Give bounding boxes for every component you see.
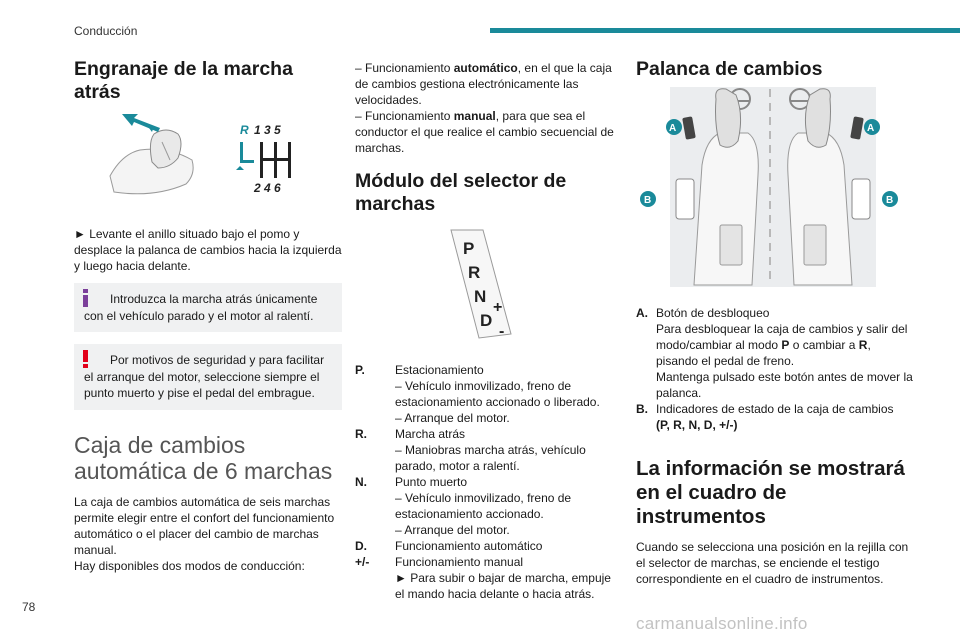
selector-p: P <box>463 239 475 258</box>
column-2 <box>355 40 623 602</box>
definition-a: A. Botón de desbloqueo Para desbloquear la caja de cambios y salir del modo/cambiar al modo P o cambiar a R, pisando el pedal de freno. Mantenga pulsado este botón antes de mover la palanca. <box>636 306 913 400</box>
heading-selector-module: Módulo del selector de marchas <box>355 170 567 215</box>
mode-automatic: – Funcionamiento automático, en el que la caja de cambios gestiona electrónicamente las velocidades. <box>355 61 612 107</box>
heading-automatic-gearbox: Caja de cambios automática de 6 marchas <box>74 431 333 484</box>
instruction-text: ► Levante el anillo situado bajo el pomo y desplace la palanca de cambios hacia la izquierda y luego hacia delante. <box>74 227 342 273</box>
shift-label-r: R <box>240 123 249 137</box>
column-1 <box>74 40 342 574</box>
info-note-text: Introduzca la marcha atrás únicamente con el vehículo parado y el motor al ralentí. <box>84 292 318 323</box>
gearbox-paragraph-2: Hay disponibles dos modos de conducción: <box>74 558 305 573</box>
marker-a-right-label: A <box>867 123 875 134</box>
gearbox-paragraph: La caja de cambios automática de seis marchas permite elegir entre el confort del funcionamiento automático o el placer del cambio de marchas manual. <box>74 494 335 557</box>
heading-gear-lever: Palanca de cambios <box>636 58 823 80</box>
heading-instrument-panel-info: La información se mostrará en el cuadro de instrumentos <box>636 457 905 528</box>
selector-n: N <box>474 287 487 306</box>
position-definitions <box>355 362 623 602</box>
gear-selector-illustration <box>355 226 623 344</box>
definition-d: D. Funcionamiento automático <box>355 539 543 553</box>
arrow-up-icon <box>146 124 154 132</box>
shift-label-top: 1 3 5 <box>254 123 281 137</box>
reverse-gear-illustration <box>74 112 342 214</box>
reverse-triangle-icon <box>236 166 244 170</box>
definition-b: B. Indicadores de estado de la caja de cambios (P, R, N, D, +/-) <box>636 402 894 432</box>
selector-d: D <box>480 311 493 330</box>
warning-icon <box>82 350 90 368</box>
instrument-panel-paragraph: Cuando se selecciona una posición en la rejilla con el selector de marchas, se enciende el testigo correspondiente en el cuadro de instrumentos. <box>636 540 909 586</box>
definition-r: R. Marcha atrás – Maniobras marcha atrás, vehículo parado, motor a ralentí. <box>355 427 586 473</box>
definition-p: P. Estacionamiento – Vehículo inmovilizado, freno de estacionamiento accionado o liberado. – Arranque del motor. <box>355 363 600 425</box>
selector-r: R <box>468 263 481 282</box>
lever-definitions <box>636 305 916 433</box>
definition-plus-minus: +/- Funcionamiento manual ► Para subir o bajar de marcha, empuje el mando hacia delante o hacia atrás. <box>355 555 611 601</box>
lever-knob-right-icon <box>805 89 830 148</box>
header-accent-bar <box>490 28 960 33</box>
header-section-title: Conducción <box>74 24 138 38</box>
watermark-text: carmanualsonline.info <box>636 614 808 633</box>
selector-minus: - <box>499 323 505 340</box>
marker-b-right-label: B <box>886 195 894 206</box>
warning-note-text: Por motivos de seguridad y para facilitar el arranque del motor, seleccione siempre el punto muerto y pise el pedal del embrague. <box>84 353 325 400</box>
warning-note <box>74 344 342 410</box>
mode-manual: – Funcionamiento manual, para que sea el conductor el que realice el cambio secuencial de marchas. <box>355 109 614 155</box>
shift-label-bottom: 2 4 6 <box>254 181 281 195</box>
info-icon <box>82 289 90 307</box>
marker-a-left-label: A <box>669 123 677 134</box>
gear-lever-illustration <box>636 85 916 291</box>
lever-knob-left-icon <box>716 89 741 148</box>
info-note <box>74 283 342 332</box>
definition-n: N. Punto muerto – Vehículo inmovilizado, freno de estacionamiento accionado. – Arranque del motor. <box>355 475 572 537</box>
heading-reverse-gear: Engranaje de la marcha atrás <box>74 58 293 103</box>
selector-plus: + <box>493 299 503 316</box>
marker-b-left-label: B <box>644 195 652 206</box>
arrow-left-icon <box>122 114 160 132</box>
column-3 <box>636 40 916 587</box>
page-number: 78 <box>22 600 36 614</box>
